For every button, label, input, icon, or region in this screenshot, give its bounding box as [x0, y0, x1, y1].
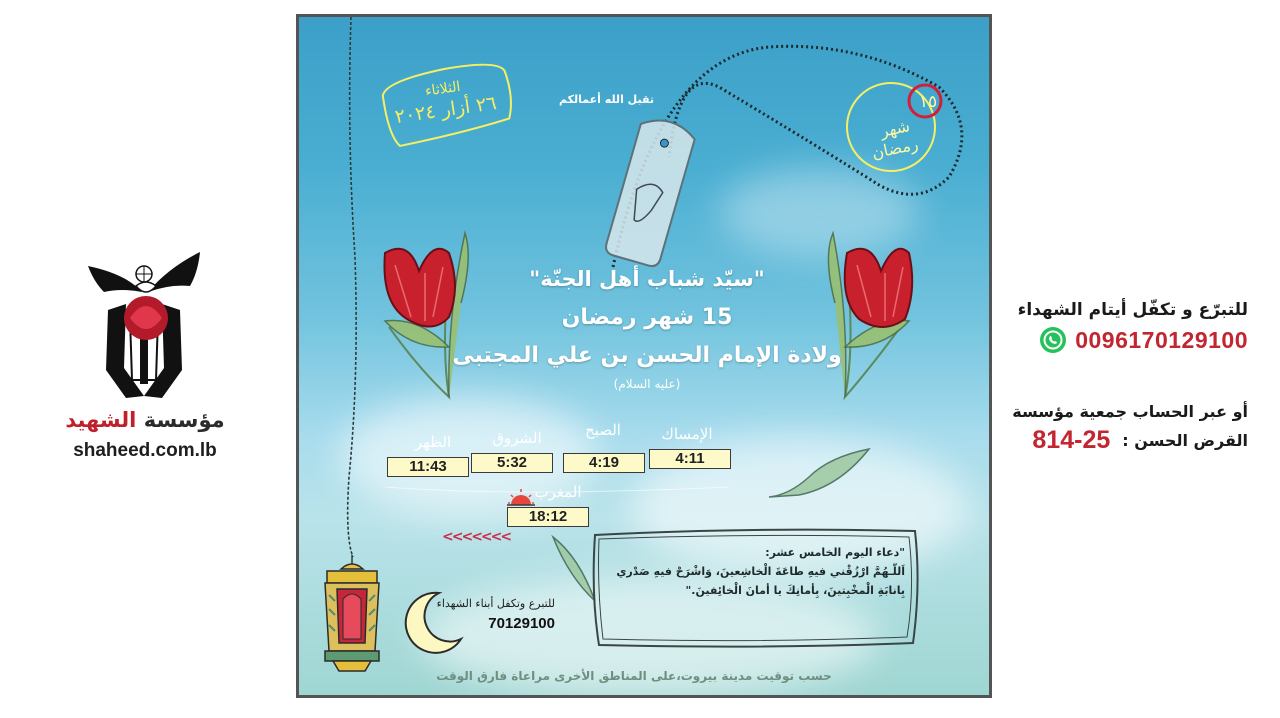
- headline-line3: ولادة الإمام الحسن بن علي المجتبى: [452, 343, 842, 368]
- account-line1: أو عبر الحساب جمعية مؤسسة: [1012, 402, 1248, 421]
- dog-tag-icon: [604, 114, 698, 268]
- headline-line2: 15 شهر رمضان: [561, 305, 733, 330]
- prayer-label-maghrib: المغرب: [534, 483, 582, 501]
- org-name: [40, 408, 250, 432]
- dua-line1: اَللّـهُمَّ ارْزُقْني فيهِ طاعَةَ الْخاشِعينَ، وَاشْرَحْ فيهِ صَدْري: [616, 565, 905, 578]
- donate-phone[interactable]: 0096170129100: [1075, 326, 1248, 353]
- prayer-time-fajr: 4:19: [563, 453, 645, 473]
- footer-note: حسب توقيت مدينة بيروت،على المناطق الأخرى مراعاة فارق الوقت: [436, 669, 832, 683]
- dua-line2: بِانابَةِ الْمخْبِتينَ، بِأمانِكَ يا أمانَ الْخائِفينَ.": [685, 584, 905, 597]
- date-day: الثلاثاء: [424, 78, 462, 100]
- hanging-string: [348, 17, 356, 557]
- dua-title: "دعاء اليوم الخامس عشر:: [765, 546, 905, 559]
- month-badge-word1: شهر: [878, 116, 912, 141]
- poster: [296, 14, 992, 698]
- account-number: 814-25: [1032, 426, 1111, 454]
- prayer-label-shuruq: الشروق: [492, 429, 542, 447]
- donate-number: 70129100: [488, 615, 555, 632]
- date-full: ٢٦ أزار ٢٠٢٤: [393, 92, 498, 129]
- prayer-time-dhuhr: 11:43: [387, 457, 469, 477]
- month-badge-word2: رمضان: [870, 134, 920, 163]
- greeting: تقبل الله أعمالكم: [559, 93, 655, 106]
- prayer-label-imsak: الإمساك: [661, 425, 713, 443]
- donate-phone-row: [1039, 326, 1248, 354]
- account-row: [1032, 426, 1248, 455]
- month-badge-number: ١٥: [918, 92, 938, 112]
- chevrons-decoration: <<<<<<<: [442, 529, 511, 545]
- headline-line1: "سيّد شباب أهل الجنّة": [529, 267, 765, 291]
- headline-line4: (عليه السلام): [613, 377, 681, 391]
- donate-hint: للتبرع وتكفل أبناء الشهداء: [436, 597, 555, 610]
- org-name-prefix: مؤسسة: [143, 408, 225, 432]
- prayer-label-dhuhr: الظهر: [414, 433, 452, 451]
- lantern-icon: [319, 555, 385, 675]
- shaheed-logo-icon: [86, 248, 202, 398]
- prayer-time-maghrib: 18:12: [507, 507, 589, 527]
- prayer-label-fajr: الصبح: [585, 421, 621, 439]
- org-website[interactable]: shaheed.com.lb: [73, 440, 217, 461]
- prayer-time-shuruq: 5:32: [471, 453, 553, 473]
- donate-title: للتبرّع و تكفّل أيتام الشهداء: [1017, 300, 1248, 320]
- account-line2: القرض الحسن :: [1122, 431, 1248, 450]
- org-name-accent: الشهيد: [65, 408, 137, 432]
- prayer-time-imsak: 4:11: [649, 449, 731, 469]
- whatsapp-icon[interactable]: [1039, 326, 1067, 354]
